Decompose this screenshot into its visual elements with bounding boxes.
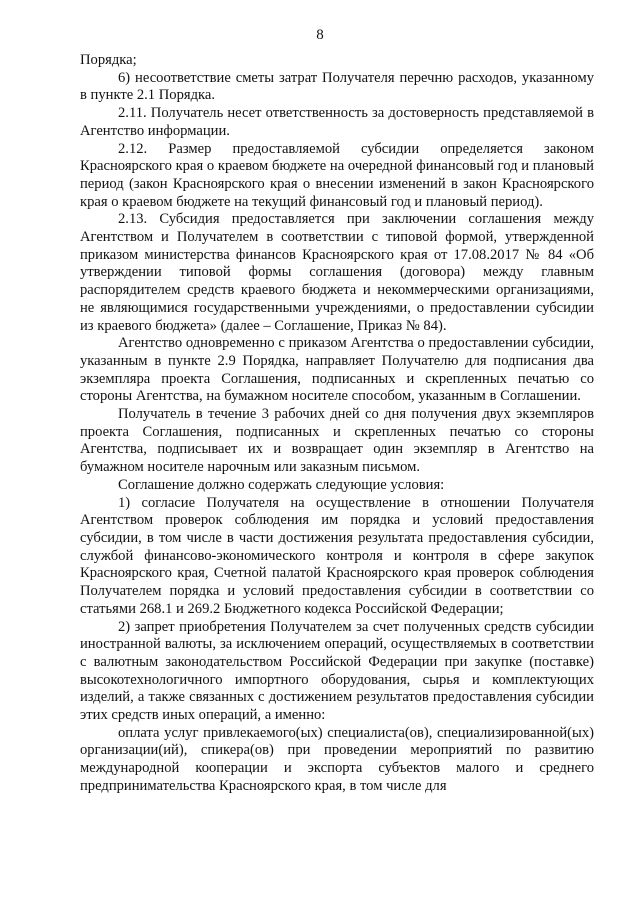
paragraph-continuation: Порядка; <box>80 52 137 68</box>
paragraph-agreement-conditions: Соглашение должно содержать следующие условия: <box>118 476 445 493</box>
paragraph-recipient-signs: Получатель в течение 3 рабочих дней со дня получения двух экземпляров проекта Соглашения, подписанных и скрепленных печатью со стороны Агентства, подписывает их и возвращает один экземпляр в Агентство на бумажном носителе нарочным или заказным письмом. <box>80 406 594 476</box>
paragraph-payment: оплата услуг привлекаемого(ых) специалиста(ов), специализированной(ых) организации(ий), спикера(ов) при проведении мероприятий по развитию международной кооперации и экспорта субъектов малого и среднего предпринимательства Красноярского края, в том числе для <box>80 724 594 794</box>
document-body <box>80 52 594 796</box>
paragraph-agency-sends: Агентство одновременно с приказом Агентства о предоставлении субсидии, указанным в пункте 2.9 Порядка, направляет Получателю для подписания два экземпляра проекта Соглашения, подписанных и скрепленных печатью со стороны Агентства, на бумажном носителе способом, указанным в Соглашении. <box>80 335 594 405</box>
paragraph-item-6: 6) несоответствие сметы затрат Получателя перечню расходов, указанному в пункте 2.1 Порядка. <box>80 69 594 104</box>
paragraph-condition-1: 1) согласие Получателя на осуществление в отношении Получателя Агентством проверок соблюдения им порядка и условий предоставления субсидии, в том числе в части достижения результата предоставления субсидии, службой финансово-экономического контроля и контроля в сфере закупок Красноярского края, Счетной палатой Красноярского края проверок соблюдения Получателем порядка и условий предоставления субсидии в соответствии со статьями 268.1 и 269.2 Бюджетного кодекса Российской Федерации; <box>80 494 594 617</box>
paragraph-2-13: 2.13. Субсидия предоставляется при заключении соглашения между Агентством и Получателем в соответствии с типовой формой, утвержденной приказом министерства финансов Красноярского края от 17.08.2017 № 84 «Об утверждении типовой формы соглашения (договора) между главным распорядителем средств краевого бюджета и некоммерческими организациями, не являющимися государственными учреждениями, о предоставлении субсидии из краевого бюджета» (далее – Соглашение, Приказ № 84). <box>80 211 594 334</box>
page-number: 8 <box>316 27 324 43</box>
paragraph-2-12: 2.12. Размер предоставляемой субсидии определяется законом Красноярского края о краевом бюджете на очередной финансовый год и плановый период (закон Красноярского края о внесении изменений в закон Красноярского края о краевом бюджете на текущий финансовый год и плановый период). <box>80 140 594 210</box>
paragraph-2-11: 2.11. Получатель несет ответственность за достоверность представляемой в Агентство информации. <box>80 105 594 139</box>
paragraph-condition-2: 2) запрет приобретения Получателем за счет полученных средств субсидии иностранной валюты, за исключением операций, осуществляемых в соответствии с валютным законодательством Российской Федерации при закупке (поставке) высокотехнологичного импортного оборудования, сырья и комплектующих изделий, а также связанных с достижением результатов предоставления субсидии этих средств иных операций, а именно: <box>80 618 594 724</box>
